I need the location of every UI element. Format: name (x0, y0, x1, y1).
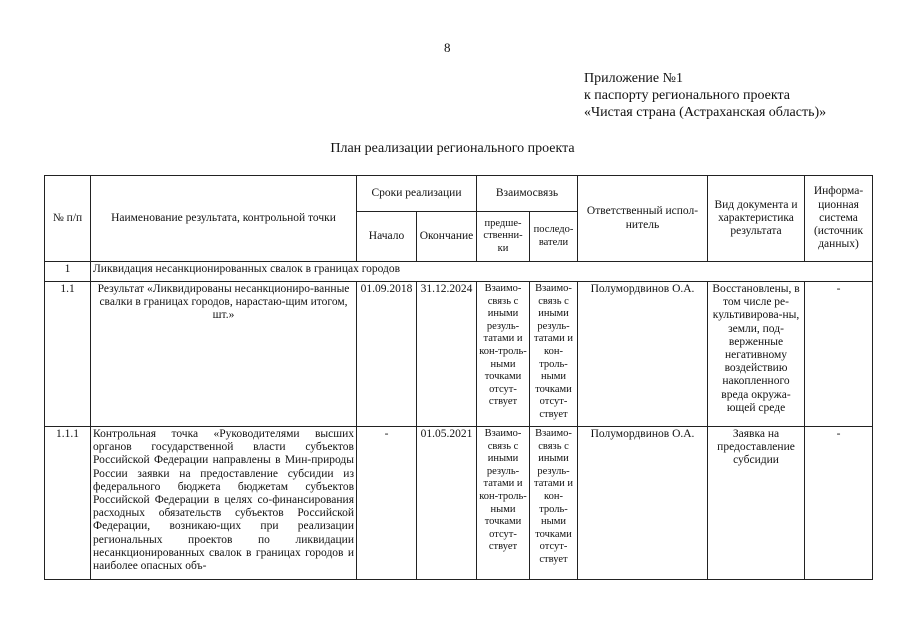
row-num: 1.1 (45, 282, 91, 427)
page-number: 8 (444, 40, 451, 55)
row-successors: Взаимо-связь с иными резуль-татами и кон-троль-ными точками отсут-ствует (530, 282, 578, 427)
plan-title: План реализации регионального проекта (330, 141, 575, 156)
header-name: Наименование результата, контрольной точки (91, 176, 357, 262)
section-title: Ликвидация несанкционированных свалок в границах городов (91, 262, 873, 282)
section-row (45, 262, 873, 282)
row-doc-type: Восстановлены, в том числе ре-культивирова-ны, земли, под-верженные негативному воздействию накопленного вреда окружа-ющей среде (708, 282, 805, 427)
row-start: - (357, 427, 417, 580)
row-predecessors: Взаимо-связь с иными резуль-татами и кон-троль-ными точками отсут-ствует (477, 282, 530, 427)
row-start: 01.09.2018 (357, 282, 417, 427)
appendix-block (584, 70, 826, 121)
row-name: Контрольная точка «Руководителями высших органов государственной власти субъектов Российской Федерации направлены в Мин-природы России заявки на предоставление субсидии из федерального бюджета бюджетам субъектов Российской Федерации в целях со-финансирования расходных обязательств субъектов Российской Федерации, возникаю-щих при реализации региональных проектов по ликвидации несанкционированных свалок в границах городов и наиболее опасных объ- (91, 427, 357, 580)
appendix-line-3: «Чистая страна (Астраханская область)» (584, 105, 827, 120)
row-predecessors: Взаимо-связь с иными резуль-татами и кон-троль-ными точками отсут-ствует (477, 427, 530, 580)
header-doc-type: Вид документа и характеристика результата (708, 176, 805, 262)
row-responsible: Полумордвинов О.А. (578, 282, 708, 427)
header-successors: последо-ватели (530, 212, 578, 262)
table-row (45, 282, 873, 427)
row-end: 01.05.2021 (417, 427, 477, 580)
row-responsible: Полумордвинов О.А. (578, 427, 708, 580)
row-doc-type: Заявка на предоставление субсидии (708, 427, 805, 580)
appendix-line-1: Приложение №1 (584, 71, 683, 86)
header-terms: Сроки реализации (357, 176, 477, 212)
section-num: 1 (45, 262, 91, 282)
row-num: 1.1.1 (45, 427, 91, 580)
header-end: Окончание (417, 212, 477, 262)
row-name: Результат «Ликвидированы несанкциониро-ванные свалки в границах городов, нарастаю-щим итогом, шт.» (91, 282, 357, 427)
row-info-system: - (805, 427, 873, 580)
header-start: Начало (357, 212, 417, 262)
table-row (45, 427, 873, 580)
header-row-1 (45, 176, 873, 212)
row-successors: Взаимо-связь с иными резуль-татами и кон-троль-ными точками отсут-ствует (530, 427, 578, 580)
header-num: № п/п (45, 176, 91, 262)
header-responsible: Ответственный испол-нитель (578, 176, 708, 262)
row-info-system: - (805, 282, 873, 427)
header-link: Взаимосвязь (477, 176, 578, 212)
appendix-line-2: к паспорту регионального проекта (584, 88, 790, 103)
header-predecessors: предше-ственни-ки (477, 212, 530, 262)
row-end: 31.12.2024 (417, 282, 477, 427)
plan-table (44, 175, 873, 580)
header-info-system: Информа-ционная система (источник данных) (805, 176, 873, 262)
